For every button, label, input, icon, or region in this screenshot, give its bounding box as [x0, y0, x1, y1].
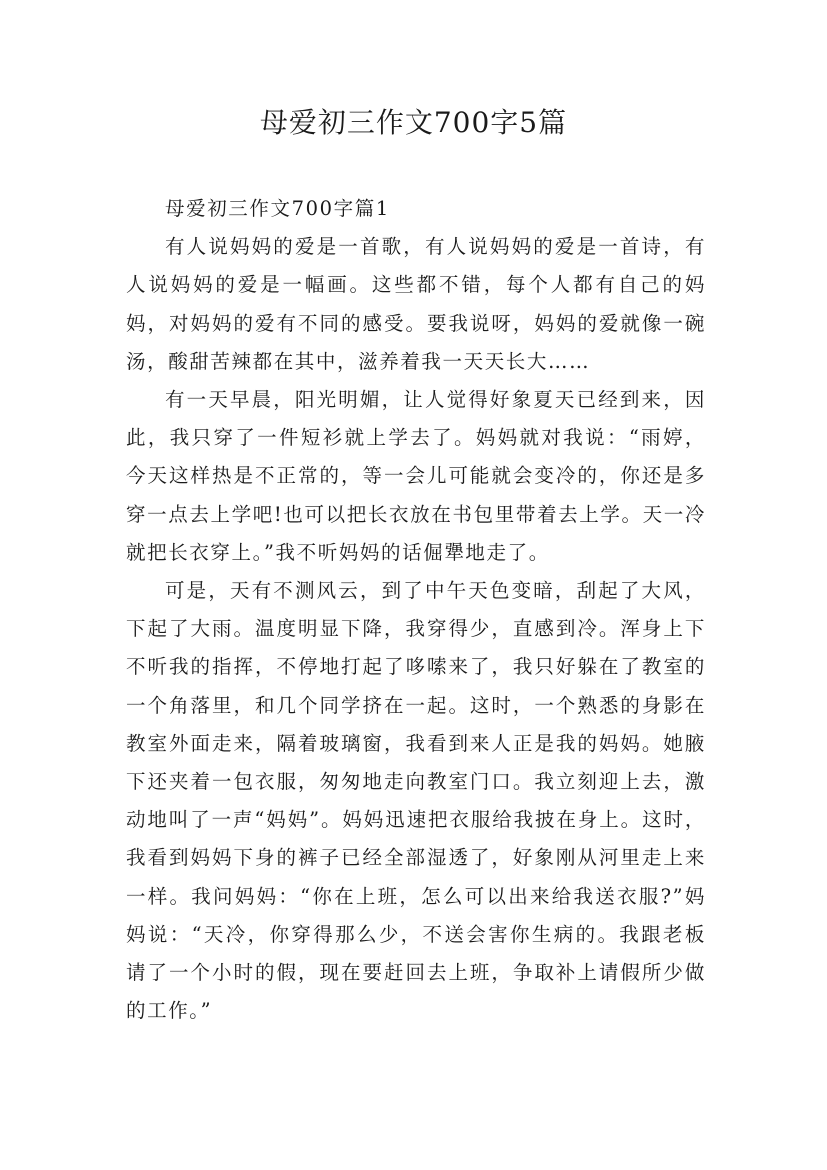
- paragraph: 有人说妈妈的爱是一首歌，有人说妈妈的爱是一首诗，有人说妈妈的爱是一幅画。这些都不错，每个人都有自己的妈妈，对妈妈的爱有不同的感受。要我说呀，妈妈的爱就像一碗汤，酸甜苦辣都在其中，滋养着我一天天长大……: [126, 235, 706, 373]
- section-heading: 母爱初三作文700字篇1: [165, 197, 390, 220]
- document-body: [126, 190, 706, 1030]
- paragraph: 有一天早晨，阳光明媚，让人觉得好象夏天已经到来，因此，我只穿了一件短衫就上学去了。妈妈就对我说：“雨婷，今天这样热是不正常的，等一会儿可能就会变冷的，你还是多穿一点去上学吧!也可以把长衣放在书包里带着去上学。天一冷就把长衣穿上。”我不听妈妈的话倔犟地走了。: [126, 388, 706, 564]
- document-title: 母爱初三作文700字5篇: [259, 106, 568, 139]
- paragraph: 可是，天有不测风云，到了中午天色变暗，刮起了大风，下起了大雨。温度明显下降，我穿得少，直感到冷。浑身上下不听我的指挥，不停地打起了哆嗦来了，我只好躲在了教室的一个角落里，和几个同学挤在一起。这时，一个熟悉的身影在教室外面走来，隔着玻璃窗，我看到来人正是我的妈妈。她腋下还夹着一包衣服，匆匆地走向教室门口。我立刻迎上去，激动地叫了一声“妈妈”。妈妈迅速把衣服给我披在身上。这时，我看到妈妈下身的裤子已经全部湿透了，好象刚从河里走上来一样。我问妈妈：“你在上班，怎么可以出来给我送衣服?”妈妈说：“天冷，你穿得那么少，不送会害你生病的。我跟老板请了一个小时的假，现在要赶回去上班，争取补上请假所少做的工作。”: [126, 579, 706, 1023]
